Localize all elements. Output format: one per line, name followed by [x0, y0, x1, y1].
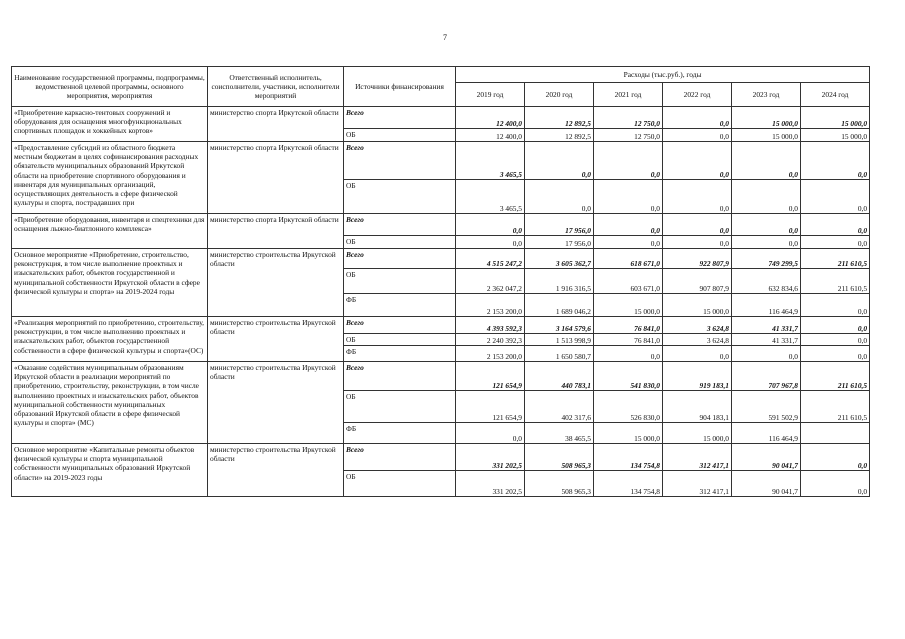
amount-cell: 15 000,0: [732, 129, 801, 142]
table-row: [12, 362, 870, 391]
amount-cell: 3 465,5: [456, 180, 525, 214]
executor-cell: министерство строительства Иркутской области: [208, 362, 344, 444]
amount-cell: 15 000,0: [663, 294, 732, 317]
funding-source-cell: Всего: [344, 107, 456, 129]
amount-cell: 0,0: [801, 346, 870, 362]
amount-cell: 0,0: [456, 236, 525, 249]
amount-cell: 0,0: [801, 294, 870, 317]
program-name-text: «Реализация мероприятий по приобретению, строительству, реконструкции, в том числе выполнению проектных и изыскательских работ, объектов государственной собственности в сфере физической культуры и спорта»(ОС): [14, 318, 205, 355]
amount-cell: 12 750,0: [594, 129, 663, 142]
funding-source-cell: ОБ: [344, 180, 456, 214]
amount-cell: 1 650 580,7: [525, 346, 594, 362]
amount-cell: 3 164 579,6: [525, 317, 594, 334]
amount-cell: 211 610,5: [801, 249, 870, 269]
amount-cell: 0,0: [663, 180, 732, 214]
amount-cell: 121 654,9: [456, 362, 525, 391]
amount-cell: 0,0: [801, 471, 870, 497]
table-body: [12, 107, 870, 497]
amount-cell: 1 916 316,5: [525, 269, 594, 294]
amount-cell: 134 754,8: [594, 471, 663, 497]
amount-cell: 603 671,0: [594, 269, 663, 294]
amount-cell: 1 689 046,2: [525, 294, 594, 317]
program-name-text: Основное мероприятие «Капитальные ремонты объектов физической культуры и спорта муниципальной собственности муниципальных образований Иркутской области» на 2019-2023 годы: [14, 445, 195, 482]
amount-cell: 90 041,7: [732, 444, 801, 471]
funding-source-cell: Всего: [344, 214, 456, 236]
amount-cell: 749 299,5: [732, 249, 801, 269]
amount-cell: 541 830,0: [594, 362, 663, 391]
amount-cell: 2 362 047,2: [456, 269, 525, 294]
amount-cell: 0,0: [801, 334, 870, 346]
header-exec: Ответственный исполнитель, соисполнители, участники, исполнители мероприятий: [208, 67, 344, 107]
amount-cell: 591 502,9: [732, 391, 801, 423]
amount-cell: 41 331,7: [732, 334, 801, 346]
amount-cell: 0,0: [732, 214, 801, 236]
amount-cell: 2 240 392,3: [456, 334, 525, 346]
amount-cell: 4 393 592,3: [456, 317, 525, 334]
funding-source-cell: ФБ: [344, 294, 456, 317]
amount-cell: 0,0: [732, 180, 801, 214]
funding-source-cell: ОБ: [344, 391, 456, 423]
amount-cell: 707 967,8: [732, 362, 801, 391]
executor-cell: министерство строительства Иркутской области: [208, 444, 344, 497]
amount-cell: 0,0: [594, 142, 663, 180]
amount-cell: 632 834,6: [732, 269, 801, 294]
amount-cell: 116 464,9: [732, 423, 801, 444]
amount-cell: 0,0: [456, 423, 525, 444]
amount-cell: 0,0: [663, 346, 732, 362]
executor-cell: министерство строительства Иркутской области: [208, 317, 344, 362]
program-name-cell: [12, 444, 208, 497]
amount-cell: 15 000,0: [663, 423, 732, 444]
amount-cell: 41 331,7: [732, 317, 801, 334]
amount-cell: 38 465,5: [525, 423, 594, 444]
header-name: Наименование государственной программы, подпрограммы, ведомственной целевой программы, основного мероприятия, мероприятия: [12, 67, 208, 107]
amount-cell: 2 153 200,0: [456, 294, 525, 317]
budget-table: [11, 66, 870, 497]
amount-cell: 0,0: [456, 214, 525, 236]
table-row: [12, 107, 870, 129]
amount-cell: 116 464,9: [732, 294, 801, 317]
amount-cell: 526 830,0: [594, 391, 663, 423]
amount-cell: 618 671,0: [594, 249, 663, 269]
amount-cell: 15 000,0: [594, 294, 663, 317]
amount-cell: 0,0: [732, 346, 801, 362]
table-row: [12, 317, 870, 334]
funding-source-cell: Всего: [344, 249, 456, 269]
amount-cell: 0,0: [525, 180, 594, 214]
header-year: 2022 год: [663, 83, 732, 107]
amount-cell: 0,0: [801, 317, 870, 334]
funding-source-cell: ОБ: [344, 471, 456, 497]
amount-cell: 3 605 362,7: [525, 249, 594, 269]
amount-cell: 0,0: [801, 180, 870, 214]
header-year: 2021 год: [594, 83, 663, 107]
amount-cell: 440 783,1: [525, 362, 594, 391]
amount-cell: 12 400,0: [456, 107, 525, 129]
funding-source-cell: Всего: [344, 317, 456, 334]
header-year: 2024 год: [801, 83, 870, 107]
amount-cell: 1 513 998,9: [525, 334, 594, 346]
table-row: [12, 214, 870, 236]
table-row: [12, 249, 870, 269]
funding-source-cell: ОБ: [344, 236, 456, 249]
program-name-cell: [12, 317, 208, 362]
amount-cell: 121 654,9: [456, 391, 525, 423]
amount-cell: 134 754,8: [594, 444, 663, 471]
program-name-text: «Приобретение оборудования, инвентаря и спецтехники для оснащения лыжно-биатлонного комплекса»: [14, 215, 205, 234]
amount-cell: 331 202,5: [456, 444, 525, 471]
amount-cell: 0,0: [801, 142, 870, 180]
funding-source-cell: Всего: [344, 142, 456, 180]
amount-cell: 0,0: [801, 236, 870, 249]
amount-cell: 904 183,1: [663, 391, 732, 423]
amount-cell: 402 317,6: [525, 391, 594, 423]
amount-cell: 17 956,0: [525, 236, 594, 249]
program-name-text: «Предоставление субсидий из областного бюджета местным бюджетам в целях софинансирования расходных обязательств муниципальных образований Иркутской области на приобретение спортивного оборудования и инвентаря для муниципальных организаций, осуществляющих деятельность в сфере физической культуры и спорта, пострадавших при: [14, 143, 199, 208]
amount-cell: 0,0: [663, 142, 732, 180]
table-row: [12, 142, 870, 180]
funding-source-cell: Всего: [344, 362, 456, 391]
amount-cell: 4 515 247,2: [456, 249, 525, 269]
funding-source-cell: ОБ: [344, 334, 456, 346]
amount-cell: 312 417,1: [663, 471, 732, 497]
program-name-text: «Оказание содействия муниципальным образованиям Иркутской области в реализации мероприятий по приобретению, строительству, реконструкции, в том числе выполнению проектных и изыскательских работ, объектов муниципальной собственности муниципальных образований Иркутской области в сфере физической культуры и спорта» (МС): [14, 363, 199, 428]
amount-cell: 0,0: [594, 180, 663, 214]
executor-cell: министерство спорта Иркутской области: [208, 107, 344, 142]
amount-cell: 2 153 200,0: [456, 346, 525, 362]
amount-cell: 211 610,5: [801, 269, 870, 294]
amount-cell: 15 000,0: [801, 107, 870, 129]
amount-cell: 15 000,0: [801, 129, 870, 142]
amount-cell: 3 624,8: [663, 317, 732, 334]
amount-cell: 90 041,7: [732, 471, 801, 497]
table-row: [12, 444, 870, 471]
header-source: Источники финансирования: [344, 67, 456, 107]
program-name-cell: [12, 249, 208, 317]
page-number: 7: [443, 33, 447, 42]
header-year: 2020 год: [525, 83, 594, 107]
header-year: 2023 год: [732, 83, 801, 107]
amount-cell: 508 965,3: [525, 471, 594, 497]
amount-cell: 211 610,5: [801, 362, 870, 391]
amount-cell: 3 624,8: [663, 334, 732, 346]
executor-cell: министерство строительства Иркутской области: [208, 249, 344, 317]
program-name-text: «Приобретение каркасно-тентовых сооружений и оборудования для оснащения многофункциональных спортивных площадок и хоккейных кортов»: [14, 108, 182, 136]
header-expenses: Расходы (тыс.руб.), годы: [456, 67, 870, 83]
amount-cell: 12 892,5: [525, 107, 594, 129]
program-name-text: Основное мероприятие «Приобретение, строительство, реконструкция, в том числе выполнение проектных и изыскательских работ, объектов государственной и муниципальной собственности Иркутской области в сфере физической культуры и спорта» на 2019-2024 годы: [14, 250, 200, 296]
program-name-cell: [12, 214, 208, 249]
amount-cell: 508 965,3: [525, 444, 594, 471]
amount-cell: 15 000,0: [594, 423, 663, 444]
amount-cell: 0,0: [663, 129, 732, 142]
amount-cell: 17 956,0: [525, 214, 594, 236]
executor-cell: министерство спорта Иркутской области: [208, 214, 344, 249]
executor-cell: министерство спорта Иркутской области: [208, 142, 344, 214]
amount-cell: 0,0: [801, 444, 870, 471]
amount-cell: 12 892,5: [525, 129, 594, 142]
funding-source-cell: ОБ: [344, 129, 456, 142]
amount-cell: 919 183,1: [663, 362, 732, 391]
amount-cell: 907 807,9: [663, 269, 732, 294]
program-name-cell: [12, 107, 208, 142]
amount-cell: 0,0: [594, 214, 663, 236]
amount-cell: 76 841,0: [594, 334, 663, 346]
amount-cell: 0,0: [732, 236, 801, 249]
program-name-cell: [12, 362, 208, 444]
amount-cell: 0,0: [594, 236, 663, 249]
amount-cell: 12 750,0: [594, 107, 663, 129]
amount-cell: 331 202,5: [456, 471, 525, 497]
header-year: 2019 год: [456, 83, 525, 107]
program-name-cell: [12, 142, 208, 214]
amount-cell: 211 610,5: [801, 391, 870, 423]
amount-cell: 0,0: [732, 142, 801, 180]
funding-source-cell: ОБ: [344, 269, 456, 294]
amount-cell: 0,0: [663, 107, 732, 129]
amount-cell: 312 417,1: [663, 444, 732, 471]
amount-cell: 0,0: [525, 142, 594, 180]
amount-cell: [801, 423, 870, 444]
amount-cell: 12 400,0: [456, 129, 525, 142]
amount-cell: 0,0: [663, 236, 732, 249]
amount-cell: 15 000,0: [732, 107, 801, 129]
amount-cell: 3 465,5: [456, 142, 525, 180]
amount-cell: 0,0: [594, 346, 663, 362]
funding-source-cell: ФБ: [344, 423, 456, 444]
amount-cell: 0,0: [663, 214, 732, 236]
amount-cell: 76 841,0: [594, 317, 663, 334]
amount-cell: 0,0: [801, 214, 870, 236]
funding-source-cell: Всего: [344, 444, 456, 471]
funding-source-cell: ФБ: [344, 346, 456, 362]
amount-cell: 922 807,9: [663, 249, 732, 269]
